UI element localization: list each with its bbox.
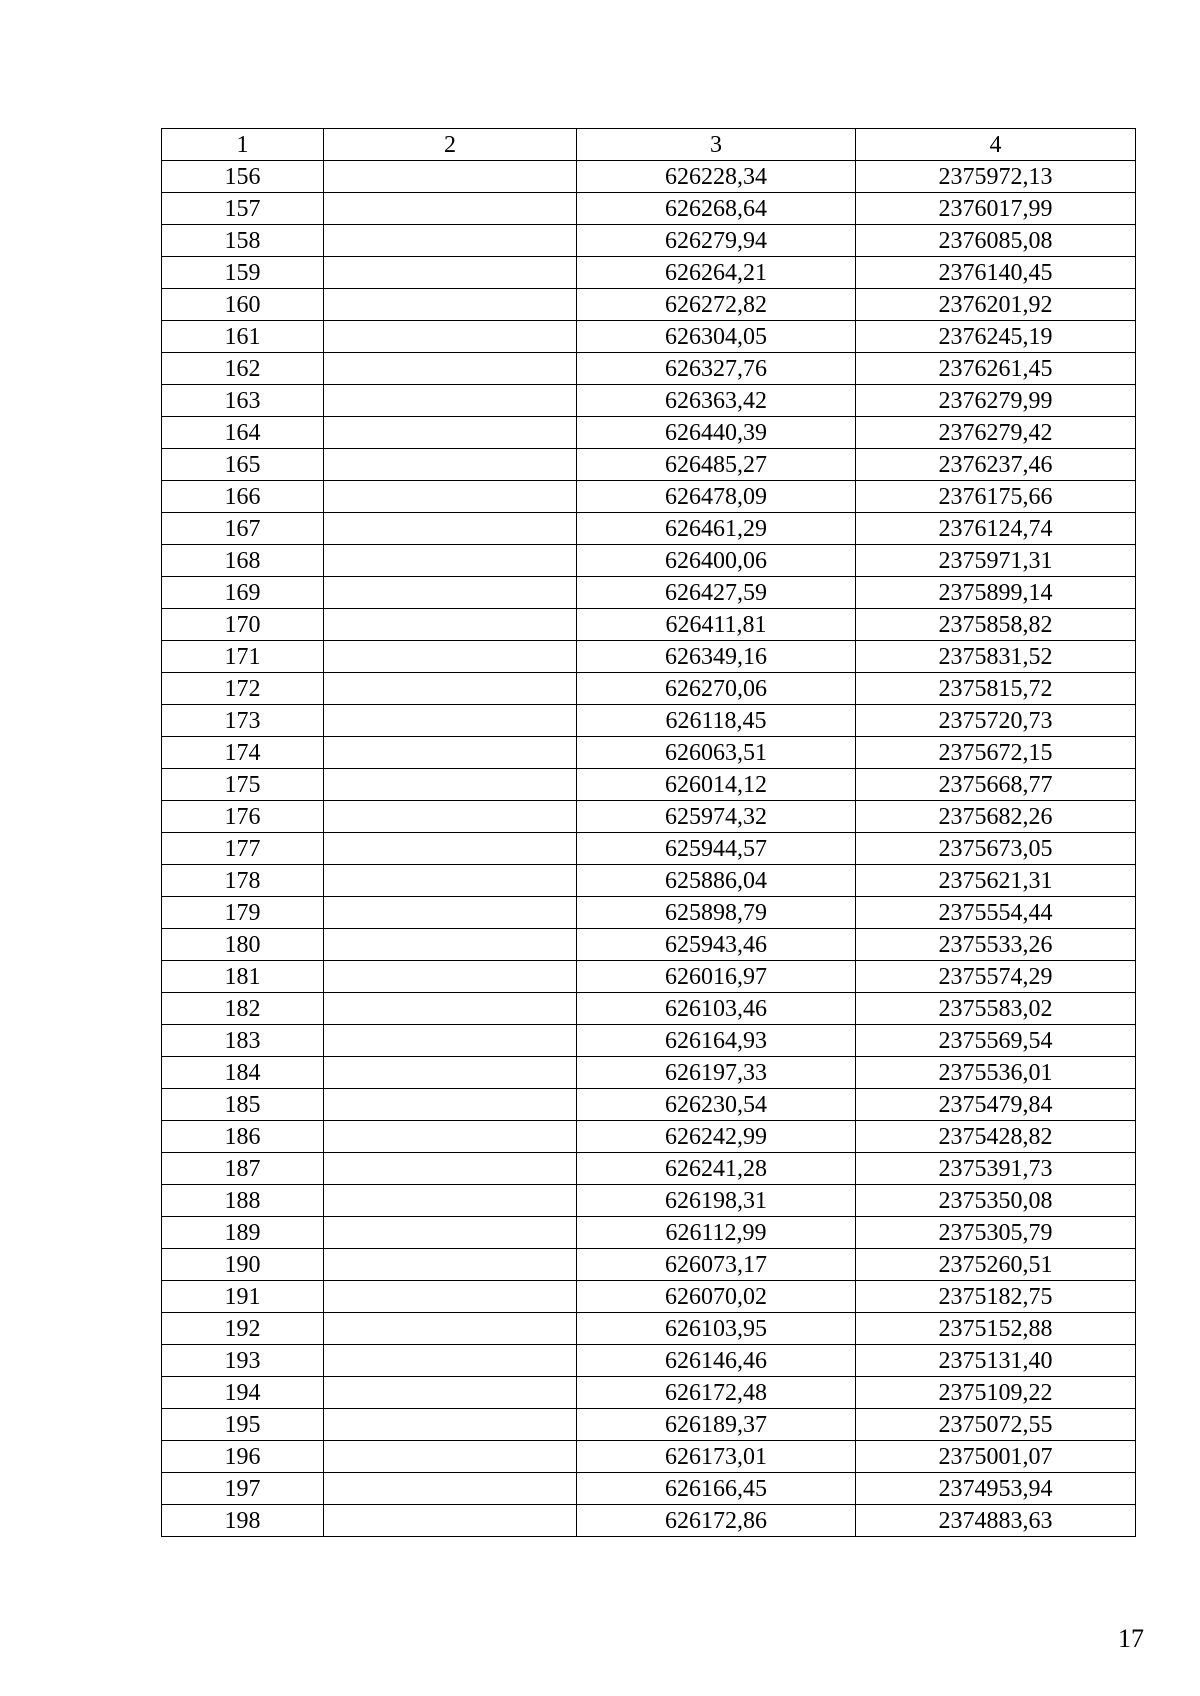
table-row bbox=[162, 833, 1136, 865]
column-2-cell bbox=[324, 257, 577, 289]
table-row bbox=[162, 1409, 1136, 1441]
column-2-cell bbox=[324, 993, 577, 1025]
point-number-cell: 196 bbox=[162, 1441, 324, 1473]
coordinate-y-cell: 2375673,05 bbox=[856, 833, 1136, 865]
coordinate-x-cell: 626103,46 bbox=[577, 993, 856, 1025]
column-2-cell bbox=[324, 577, 577, 609]
column-header-4: 4 bbox=[856, 129, 1136, 161]
coordinate-x-cell: 626272,82 bbox=[577, 289, 856, 321]
coordinate-y-cell: 2375621,31 bbox=[856, 865, 1136, 897]
table-row bbox=[162, 481, 1136, 513]
point-number-cell: 167 bbox=[162, 513, 324, 545]
column-2-cell bbox=[324, 481, 577, 513]
table-row bbox=[162, 641, 1136, 673]
coordinate-y-cell: 2375554,44 bbox=[856, 897, 1136, 929]
table-row bbox=[162, 1217, 1136, 1249]
coordinate-x-cell: 625886,04 bbox=[577, 865, 856, 897]
table-row bbox=[162, 289, 1136, 321]
point-number-cell: 178 bbox=[162, 865, 324, 897]
point-number-cell: 192 bbox=[162, 1313, 324, 1345]
coordinate-x-cell: 626485,27 bbox=[577, 449, 856, 481]
coordinate-x-cell: 626242,99 bbox=[577, 1121, 856, 1153]
table-row bbox=[162, 737, 1136, 769]
coordinate-x-cell: 626164,93 bbox=[577, 1025, 856, 1057]
column-2-cell bbox=[324, 801, 577, 833]
coordinate-x-cell: 626172,86 bbox=[577, 1505, 856, 1537]
column-2-cell bbox=[324, 417, 577, 449]
point-number-cell: 188 bbox=[162, 1185, 324, 1217]
coordinate-y-cell: 2376279,42 bbox=[856, 417, 1136, 449]
table-row bbox=[162, 609, 1136, 641]
point-number-cell: 182 bbox=[162, 993, 324, 1025]
table-row bbox=[162, 225, 1136, 257]
coordinate-y-cell: 2375971,31 bbox=[856, 545, 1136, 577]
point-number-cell: 195 bbox=[162, 1409, 324, 1441]
column-2-cell bbox=[324, 1057, 577, 1089]
coordinate-y-cell: 2375899,14 bbox=[856, 577, 1136, 609]
column-2-cell bbox=[324, 321, 577, 353]
coordinate-y-cell: 2375668,77 bbox=[856, 769, 1136, 801]
point-number-cell: 186 bbox=[162, 1121, 324, 1153]
coordinate-x-cell: 626349,16 bbox=[577, 641, 856, 673]
coordinate-y-cell: 2375583,02 bbox=[856, 993, 1136, 1025]
column-2-cell bbox=[324, 769, 577, 801]
table-row bbox=[162, 897, 1136, 929]
coordinate-y-cell: 2375428,82 bbox=[856, 1121, 1136, 1153]
point-number-cell: 180 bbox=[162, 929, 324, 961]
coordinate-x-cell: 626270,06 bbox=[577, 673, 856, 705]
coordinates-table bbox=[161, 128, 1136, 1537]
point-number-cell: 161 bbox=[162, 321, 324, 353]
coordinate-y-cell: 2376017,99 bbox=[856, 193, 1136, 225]
coordinate-x-cell: 626189,37 bbox=[577, 1409, 856, 1441]
coordinate-x-cell: 626070,02 bbox=[577, 1281, 856, 1313]
table-row bbox=[162, 1057, 1136, 1089]
point-number-cell: 156 bbox=[162, 161, 324, 193]
point-number-cell: 177 bbox=[162, 833, 324, 865]
coordinate-y-cell: 2375131,40 bbox=[856, 1345, 1136, 1377]
column-2-cell bbox=[324, 545, 577, 577]
coordinate-y-cell: 2375305,79 bbox=[856, 1217, 1136, 1249]
coordinate-y-cell: 2374883,63 bbox=[856, 1505, 1136, 1537]
coordinate-x-cell: 626112,99 bbox=[577, 1217, 856, 1249]
column-2-cell bbox=[324, 929, 577, 961]
column-2-cell bbox=[324, 1441, 577, 1473]
coordinate-y-cell: 2375858,82 bbox=[856, 609, 1136, 641]
coordinate-x-cell: 626327,76 bbox=[577, 353, 856, 385]
point-number-cell: 157 bbox=[162, 193, 324, 225]
point-number-cell: 181 bbox=[162, 961, 324, 993]
column-2-cell bbox=[324, 1089, 577, 1121]
table-row bbox=[162, 513, 1136, 545]
page-number: 17 bbox=[1118, 1624, 1144, 1653]
coordinate-y-cell: 2376140,45 bbox=[856, 257, 1136, 289]
column-2-cell bbox=[324, 1345, 577, 1377]
column-2-cell bbox=[324, 961, 577, 993]
coordinate-y-cell: 2375533,26 bbox=[856, 929, 1136, 961]
table-row bbox=[162, 1185, 1136, 1217]
table-row bbox=[162, 321, 1136, 353]
point-number-cell: 163 bbox=[162, 385, 324, 417]
coordinate-x-cell: 626172,48 bbox=[577, 1377, 856, 1409]
coordinate-y-cell: 2375831,52 bbox=[856, 641, 1136, 673]
point-number-cell: 162 bbox=[162, 353, 324, 385]
point-number-cell: 185 bbox=[162, 1089, 324, 1121]
coordinate-y-cell: 2376279,99 bbox=[856, 385, 1136, 417]
coordinate-x-cell: 626197,33 bbox=[577, 1057, 856, 1089]
table-row bbox=[162, 1153, 1136, 1185]
point-number-cell: 168 bbox=[162, 545, 324, 577]
point-number-cell: 194 bbox=[162, 1377, 324, 1409]
coordinate-x-cell: 626363,42 bbox=[577, 385, 856, 417]
table-row bbox=[162, 865, 1136, 897]
coordinate-x-cell: 626016,97 bbox=[577, 961, 856, 993]
coordinate-x-cell: 626173,01 bbox=[577, 1441, 856, 1473]
coordinate-y-cell: 2376085,08 bbox=[856, 225, 1136, 257]
column-header-1: 1 bbox=[162, 129, 324, 161]
coordinate-x-cell: 626063,51 bbox=[577, 737, 856, 769]
column-2-cell bbox=[324, 193, 577, 225]
coordinate-x-cell: 626014,12 bbox=[577, 769, 856, 801]
point-number-cell: 198 bbox=[162, 1505, 324, 1537]
point-number-cell: 183 bbox=[162, 1025, 324, 1057]
coordinate-y-cell: 2375672,15 bbox=[856, 737, 1136, 769]
table-row bbox=[162, 385, 1136, 417]
coordinate-y-cell: 2375182,75 bbox=[856, 1281, 1136, 1313]
table-row bbox=[162, 1121, 1136, 1153]
coordinate-y-cell: 2375574,29 bbox=[856, 961, 1136, 993]
coordinate-y-cell: 2375001,07 bbox=[856, 1441, 1136, 1473]
point-number-cell: 187 bbox=[162, 1153, 324, 1185]
table-row bbox=[162, 161, 1136, 193]
table-row bbox=[162, 545, 1136, 577]
point-number-cell: 158 bbox=[162, 225, 324, 257]
coordinate-x-cell: 626268,64 bbox=[577, 193, 856, 225]
column-2-cell bbox=[324, 225, 577, 257]
point-number-cell: 174 bbox=[162, 737, 324, 769]
column-2-cell bbox=[324, 353, 577, 385]
column-2-cell bbox=[324, 1121, 577, 1153]
table-row bbox=[162, 1281, 1136, 1313]
table-row bbox=[162, 1249, 1136, 1281]
column-2-cell bbox=[324, 1281, 577, 1313]
coordinate-x-cell: 626241,28 bbox=[577, 1153, 856, 1185]
table-row bbox=[162, 577, 1136, 609]
table-header-row bbox=[162, 129, 1136, 161]
coordinate-x-cell: 626146,46 bbox=[577, 1345, 856, 1377]
table-row bbox=[162, 1345, 1136, 1377]
column-2-cell bbox=[324, 289, 577, 321]
coordinate-x-cell: 626228,34 bbox=[577, 161, 856, 193]
column-header-2: 2 bbox=[324, 129, 577, 161]
coordinate-y-cell: 2375072,55 bbox=[856, 1409, 1136, 1441]
coordinate-y-cell: 2376245,19 bbox=[856, 321, 1136, 353]
coordinate-y-cell: 2375152,88 bbox=[856, 1313, 1136, 1345]
table-row bbox=[162, 1505, 1136, 1537]
coordinate-x-cell: 626440,39 bbox=[577, 417, 856, 449]
point-number-cell: 164 bbox=[162, 417, 324, 449]
coordinate-x-cell: 626411,81 bbox=[577, 609, 856, 641]
table-row bbox=[162, 1313, 1136, 1345]
column-2-cell bbox=[324, 1153, 577, 1185]
coordinate-y-cell: 2376124,74 bbox=[856, 513, 1136, 545]
coordinate-x-cell: 625943,46 bbox=[577, 929, 856, 961]
point-number-cell: 173 bbox=[162, 705, 324, 737]
point-number-cell: 166 bbox=[162, 481, 324, 513]
coordinate-x-cell: 625898,79 bbox=[577, 897, 856, 929]
coordinate-y-cell: 2376201,92 bbox=[856, 289, 1136, 321]
column-2-cell bbox=[324, 1313, 577, 1345]
table-row bbox=[162, 193, 1136, 225]
table-row bbox=[162, 705, 1136, 737]
table-row bbox=[162, 449, 1136, 481]
coordinate-x-cell: 625974,32 bbox=[577, 801, 856, 833]
table-row bbox=[162, 993, 1136, 1025]
coordinate-y-cell: 2375720,73 bbox=[856, 705, 1136, 737]
column-2-cell bbox=[324, 1409, 577, 1441]
point-number-cell: 160 bbox=[162, 289, 324, 321]
coordinate-x-cell: 626103,95 bbox=[577, 1313, 856, 1345]
coordinate-x-cell: 626304,05 bbox=[577, 321, 856, 353]
coordinate-y-cell: 2376237,46 bbox=[856, 449, 1136, 481]
point-number-cell: 189 bbox=[162, 1217, 324, 1249]
column-2-cell bbox=[324, 1473, 577, 1505]
column-2-cell bbox=[324, 1249, 577, 1281]
coordinate-y-cell: 2375479,84 bbox=[856, 1089, 1136, 1121]
column-2-cell bbox=[324, 1025, 577, 1057]
table-row bbox=[162, 417, 1136, 449]
table-row bbox=[162, 1025, 1136, 1057]
column-2-cell bbox=[324, 897, 577, 929]
column-2-cell bbox=[324, 513, 577, 545]
point-number-cell: 169 bbox=[162, 577, 324, 609]
point-number-cell: 170 bbox=[162, 609, 324, 641]
coordinate-x-cell: 626279,94 bbox=[577, 225, 856, 257]
coordinate-y-cell: 2375260,51 bbox=[856, 1249, 1136, 1281]
column-2-cell bbox=[324, 609, 577, 641]
table-row bbox=[162, 929, 1136, 961]
column-2-cell bbox=[324, 1377, 577, 1409]
point-number-cell: 197 bbox=[162, 1473, 324, 1505]
coordinate-y-cell: 2375682,26 bbox=[856, 801, 1136, 833]
point-number-cell: 190 bbox=[162, 1249, 324, 1281]
table-row bbox=[162, 1473, 1136, 1505]
point-number-cell: 172 bbox=[162, 673, 324, 705]
coordinate-y-cell: 2376175,66 bbox=[856, 481, 1136, 513]
column-2-cell bbox=[324, 161, 577, 193]
coordinate-y-cell: 2375569,54 bbox=[856, 1025, 1136, 1057]
coordinate-y-cell: 2375109,22 bbox=[856, 1377, 1136, 1409]
column-header-3: 3 bbox=[577, 129, 856, 161]
column-2-cell bbox=[324, 673, 577, 705]
point-number-cell: 176 bbox=[162, 801, 324, 833]
table-row bbox=[162, 961, 1136, 993]
coordinate-y-cell: 2374953,94 bbox=[856, 1473, 1136, 1505]
table-row bbox=[162, 353, 1136, 385]
point-number-cell: 159 bbox=[162, 257, 324, 289]
coordinate-x-cell: 626073,17 bbox=[577, 1249, 856, 1281]
point-number-cell: 175 bbox=[162, 769, 324, 801]
coordinate-y-cell: 2375536,01 bbox=[856, 1057, 1136, 1089]
coordinate-x-cell: 626118,45 bbox=[577, 705, 856, 737]
coordinate-x-cell: 626198,31 bbox=[577, 1185, 856, 1217]
coordinate-x-cell: 626400,06 bbox=[577, 545, 856, 577]
coordinate-y-cell: 2375350,08 bbox=[856, 1185, 1136, 1217]
column-2-cell bbox=[324, 1217, 577, 1249]
point-number-cell: 179 bbox=[162, 897, 324, 929]
column-2-cell bbox=[324, 1185, 577, 1217]
column-2-cell bbox=[324, 641, 577, 673]
column-2-cell bbox=[324, 385, 577, 417]
column-2-cell bbox=[324, 865, 577, 897]
table-row bbox=[162, 257, 1136, 289]
table-row bbox=[162, 801, 1136, 833]
point-number-cell: 171 bbox=[162, 641, 324, 673]
coordinate-x-cell: 626264,21 bbox=[577, 257, 856, 289]
column-2-cell bbox=[324, 705, 577, 737]
coordinate-y-cell: 2376261,45 bbox=[856, 353, 1136, 385]
coordinate-y-cell: 2375391,73 bbox=[856, 1153, 1136, 1185]
point-number-cell: 193 bbox=[162, 1345, 324, 1377]
point-number-cell: 191 bbox=[162, 1281, 324, 1313]
point-number-cell: 165 bbox=[162, 449, 324, 481]
coordinate-x-cell: 626427,59 bbox=[577, 577, 856, 609]
coordinate-x-cell: 626166,45 bbox=[577, 1473, 856, 1505]
coordinate-y-cell: 2375815,72 bbox=[856, 673, 1136, 705]
coordinate-x-cell: 626230,54 bbox=[577, 1089, 856, 1121]
point-number-cell: 184 bbox=[162, 1057, 324, 1089]
table-row bbox=[162, 1089, 1136, 1121]
column-2-cell bbox=[324, 737, 577, 769]
column-2-cell bbox=[324, 833, 577, 865]
coordinate-x-cell: 626478,09 bbox=[577, 481, 856, 513]
table-row bbox=[162, 769, 1136, 801]
coordinate-x-cell: 626461,29 bbox=[577, 513, 856, 545]
column-2-cell bbox=[324, 1505, 577, 1537]
table-row bbox=[162, 1377, 1136, 1409]
table-body bbox=[162, 161, 1136, 1537]
table-row bbox=[162, 673, 1136, 705]
table-row bbox=[162, 1441, 1136, 1473]
coordinate-x-cell: 625944,57 bbox=[577, 833, 856, 865]
column-2-cell bbox=[324, 449, 577, 481]
coordinate-y-cell: 2375972,13 bbox=[856, 161, 1136, 193]
